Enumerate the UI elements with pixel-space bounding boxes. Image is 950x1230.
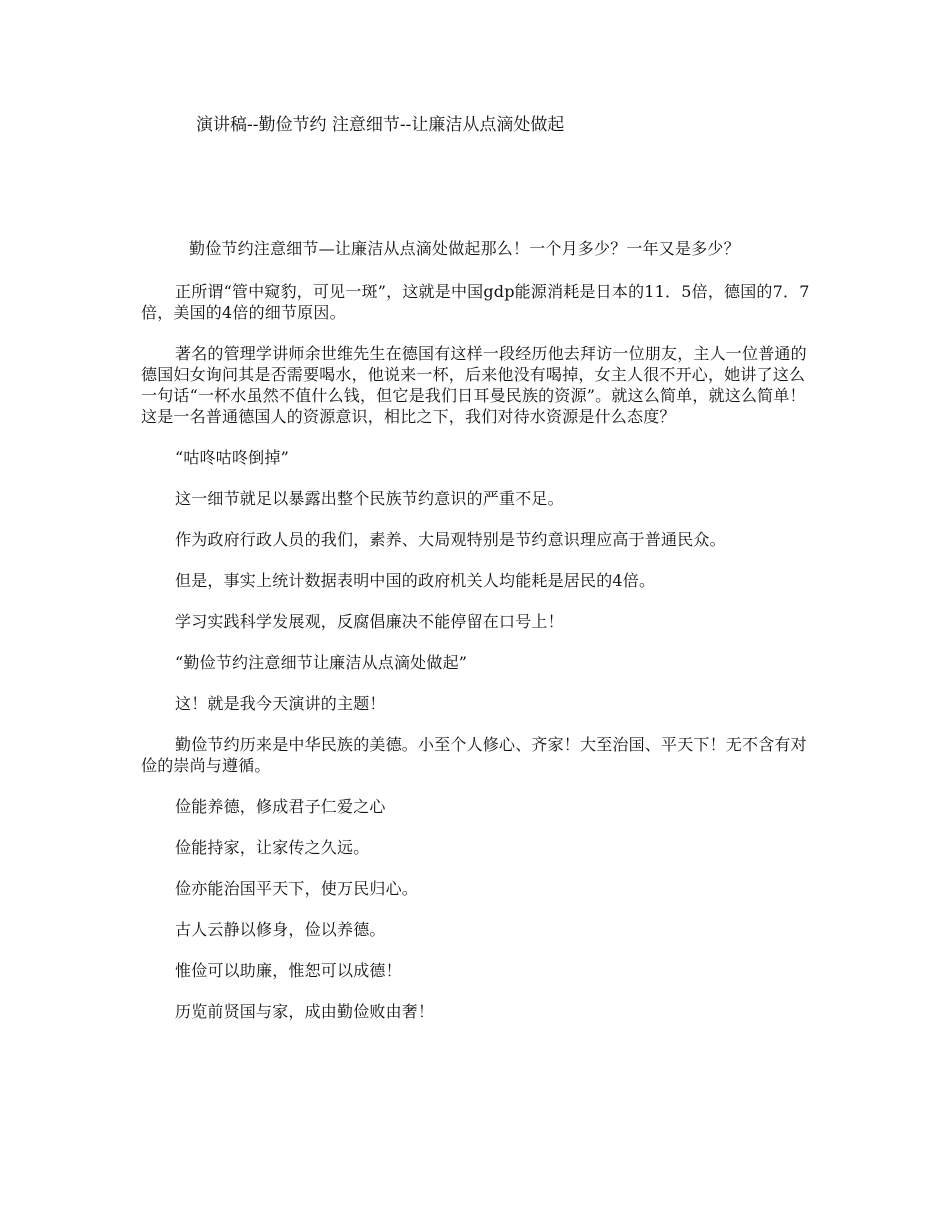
paragraph-17: 历览前贤国与家，成由勤俭败由奢！ — [175, 1002, 435, 1021]
paragraph-5: 这一细节就足以暴露出整个民族节约意识的严重不足。 — [175, 489, 564, 508]
paragraph-13: 俭能持家，让家传之久远。 — [175, 838, 370, 857]
paragraph-16: 惟俭可以助廉，惟恕可以成德！ — [175, 961, 402, 980]
paragraph-6: 作为政府行政人员的我们，素养、大局观特别是节约意识理应高于普通民众。 — [175, 530, 726, 549]
paragraph-14: 俭亦能治国平天下，使万民归心。 — [175, 879, 419, 898]
paragraph-11: 勤俭节约历来是中华民族的美德。小至个人修心、齐家！大至治国、平天下！无不含有对俭的崇尚与遵循。 — [141, 735, 807, 775]
paragraph-8: 学习实践科学发展观，反腐倡廉决不能停留在口号上！ — [175, 612, 564, 631]
paragraph-3: 著名的管理学讲师余世维先生在德国有这样一段经历他去拜访一位朋友，主人一位普通的德国妇女询问其是否需要喝水，他说来一杯，后来他没有喝掉，女主人很不开心，她讲了这么一句话“一杯水虽然不值什么钱，但它是我们日耳曼民族的资源”。就这么简单，就这么简单！这是一名普通德国人的资源意识，相比之下，我们对待水资源是什么态度？ — [141, 344, 807, 426]
document-body — [141, 238, 821, 1042]
paragraph-10: 这！就是我今天演讲的主题！ — [175, 694, 386, 713]
paragraph-7: 但是，事实上统计数据表明中国的政府机关人均能耗是居民的4倍。 — [175, 571, 656, 590]
paragraph-4: “咕咚咕咚倒掉” — [175, 448, 289, 467]
paragraph-15: 古人云静以修身，俭以养德。 — [175, 920, 386, 939]
paragraph-9: “勤俭节约注意细节让廉洁从点滴处做起” — [175, 653, 468, 672]
paragraph-1: 勤俭节约注意细节—让廉洁从点滴处做起那么！一个月多少？一年又是多少？ — [189, 239, 740, 258]
paragraph-2: 正所谓“管中窥豹，可见一斑”，这就是中国gdp能源消耗是日本的11．5倍，德国的7．7倍，美国的4倍的细节原因。 — [141, 282, 810, 322]
document-title: 演讲稿--勤俭节约 注意细节--让廉洁从点滴处做起 — [196, 115, 565, 135]
paragraph-12: 俭能养德，修成君子仁爱之心 — [175, 797, 386, 816]
